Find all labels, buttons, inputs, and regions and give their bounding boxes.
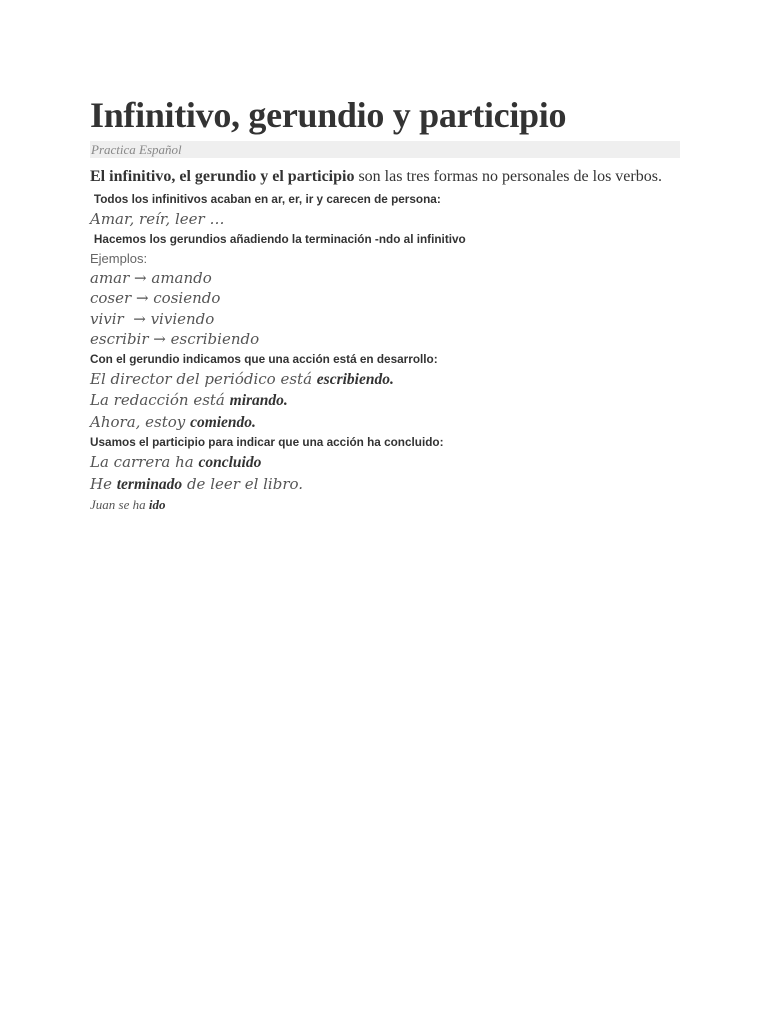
example-text: El director del periódico está (90, 369, 317, 388)
intro-bold-text: El infinitivo, el gerundio y el participio (90, 168, 355, 185)
example-verb: mirando. (229, 392, 288, 409)
gerund-example: vivir → viviendo (90, 309, 215, 328)
gerund-rule: Hacemos los gerundios añadiendo la terminación -ndo al infinitivo (93, 231, 466, 246)
infinitive-rule: Todos los infinitivos acaban en ar, er, ir y carecen de persona: (93, 192, 441, 206)
examples-label: Ejemplos: (90, 250, 148, 266)
participle-example (90, 474, 680, 496)
participle-example (90, 452, 680, 474)
example-text: de leer el libro. (182, 474, 304, 493)
document-page (90, 92, 680, 515)
source-label: Practica Español (90, 141, 680, 158)
example-verb: concluido (198, 454, 262, 471)
example-verb: terminado (116, 475, 183, 493)
intro-paragraph (90, 166, 680, 187)
participle-rule: Usamos el participio para indicar que una acción ha concluido: (90, 435, 444, 449)
gerund-example: coser → cosiendo (90, 289, 221, 307)
gerund-usage-rule: Con el gerundio indicamos que una acción está en desarrollo: (90, 351, 438, 366)
example-verb: escribiendo. (316, 370, 394, 388)
participle-example (90, 495, 680, 515)
gerund-example: escribir → escribiendo (90, 330, 260, 348)
example-text: La carrera ha (90, 453, 199, 471)
example-verb: ido (148, 497, 166, 512)
gerund-usage-example (90, 369, 680, 391)
gerund-usage-example (90, 412, 680, 434)
example-text: Juan se ha (90, 497, 149, 512)
gerund-usage-example (90, 390, 680, 412)
intro-text: son las tres formas no personales de los verbos. (354, 168, 662, 185)
gerund-example: amar → amando (90, 268, 212, 287)
infinitive-example: Amar, reír, leer … (90, 210, 225, 228)
example-text: Ahora, estoy (90, 412, 191, 431)
page-title: Infinitivo, gerundio y participio (90, 95, 567, 135)
example-text: La redacción está (90, 391, 230, 409)
example-text: He (90, 474, 117, 493)
example-verb: comiendo. (190, 413, 256, 431)
